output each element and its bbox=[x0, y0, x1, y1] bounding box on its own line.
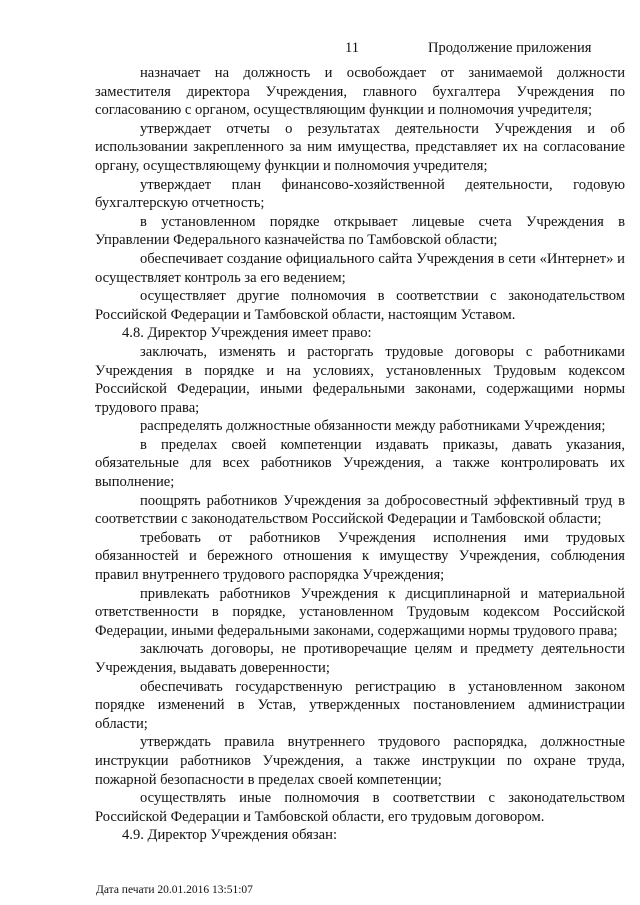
paragraph: заключать договоры, не противоречащие целям и предмету деятельности Учреждения, выдавать доверенности; bbox=[95, 641, 625, 676]
paragraph: поощрять работников Учреждения за добросовестный эффективный труд в соответствии с законодательством Российской Федерации и Тамбовской области; bbox=[95, 492, 625, 528]
continuation-note: Продолжение приложения bbox=[428, 40, 592, 56]
paragraph: утверждает план финансово-хозяйственной деятельности, годовую бухгалтерскую отчетность; bbox=[95, 176, 625, 212]
paragraph: в пределах своей компетенции издавать приказы, давать указания, обязательные для всех работников Учреждения, а также контролировать их выполнение; bbox=[95, 436, 625, 491]
paragraph: утверждать правила внутреннего трудового распорядка, должностные инструкции работников Учреждения, а также инструкции по охране труда, пожарной безопасности в пределах своей компетенции; bbox=[95, 734, 625, 788]
paragraph: осуществляет другие полномочия в соответствии с законодательством Российской Федерации и Тамбовской области, настоящим Уставом. bbox=[95, 288, 625, 323]
paragraph: привлекать работников Учреждения к дисциплинарной и материальной ответственности в порядке, установленном Трудовым кодексом Российской Федерации, иными федеральными законами, содержащими нормы трудового права; bbox=[95, 585, 625, 639]
print-date: Дата печати 20.01.2016 13:51:07 bbox=[96, 884, 253, 896]
page-number: 11 bbox=[345, 40, 359, 56]
paragraph: утверждает отчеты о результатах деятельности Учреждения и об использовании закрепленного за ним имущества, представляет их на согласование органу, осуществляющему функции и полномочия учредителя; bbox=[95, 120, 625, 174]
document-body bbox=[95, 64, 625, 845]
paragraph: обеспечивать государственную регистрацию в установленном законом порядке изменений в Устав, утвержденных постановлением администрации области; bbox=[95, 678, 625, 732]
paragraph: требовать от работников Учреждения исполнения ими трудовых обязанностей и бережного отношения к имуществу Учреждения, соблюдения правил внутреннего трудового распорядка Учреждения; bbox=[95, 529, 625, 584]
paragraph: распределять должностные обязанности между работниками Учреждения; bbox=[140, 418, 606, 435]
paragraph: заключать, изменять и расторгать трудовые договоры с работниками Учреждения в порядке и на условиях, установленных Трудовым кодексом Российской Федерации, иными федеральными законами, содержащими нормы трудового права; bbox=[95, 343, 625, 416]
paragraph: обеспечивает создание официального сайта Учреждения в сети «Интернет» и осуществляет контроль за его ведением; bbox=[95, 250, 625, 286]
clause-heading-4-9: 4.9. Директор Учреждения обязан: bbox=[122, 827, 337, 844]
paragraph: осуществлять иные полномочия в соответствии с законодательством Российской Федерации и Тамбовской области, его трудовым договором. bbox=[95, 790, 625, 825]
clause-heading-4-8: 4.8. Директор Учреждения имеет право: bbox=[122, 325, 372, 342]
paragraph: назначает на должность и освобождает от занимаемой должности заместителя директора Учреждения, главного бухгалтера Учреждения по согласованию с органом, осуществляющим функции и полномочия учредителя; bbox=[95, 65, 625, 119]
paragraph: в установленном порядке открывает лицевые счета Учреждения в Управлении Федерального казначейства по Тамбовской области; bbox=[95, 213, 625, 249]
